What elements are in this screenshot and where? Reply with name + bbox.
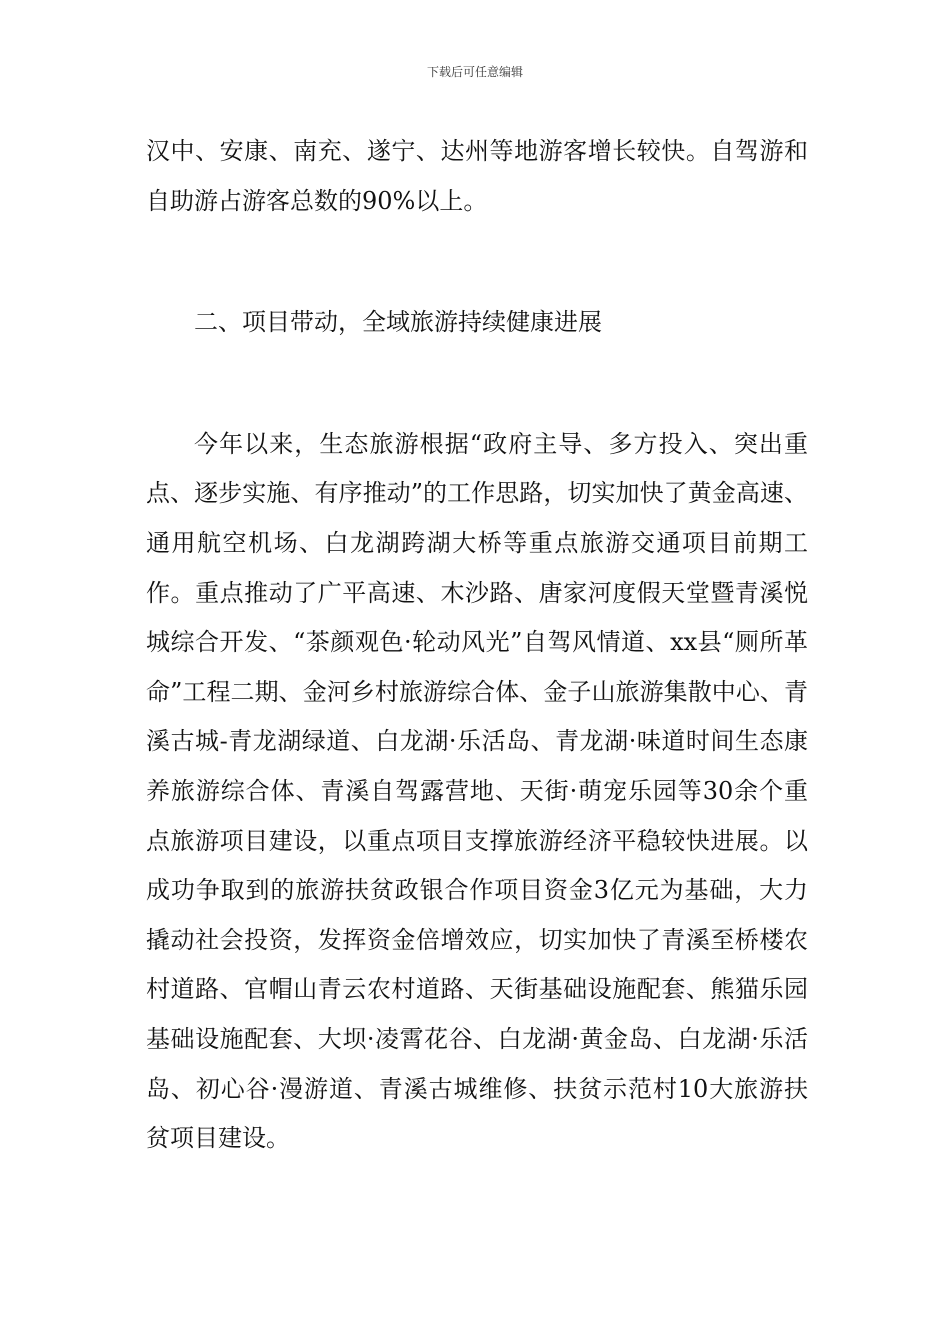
paragraph-gap (146, 348, 808, 420)
paragraph-gap (146, 226, 808, 298)
paragraph-continuation: 汉中、安康、南充、遂宁、达州等地游客增长较快。自驾游和自助游占游客总数的90%以上。 (146, 137, 808, 215)
page-header-note: 下载后可任意编辑 (426, 65, 523, 79)
paragraph-projects: 今年以来，生态旅游根据“政府主导、多方投入、突出重点、逐步实施、有序推动”的工作思路，切实加快了黄金高速、通用航空机场、白龙湖跨湖大桥等重点旅游交通项目前期工作。重点推动了广平高速、木沙路、唐家河度假天堂暨青溪悦城综合开发、“茶颜观色·轮动风光”自驾风情道、xx县“厕所革命”工程二期、金河乡村旅游综合体、金子山旅游集散中心、青溪古城-青龙湖绿道、白龙湖·乐活岛、青龙湖·味道时间生态康养旅游综合体、青溪自驾露营地、天街·萌宠乐园等30余个重点旅游项目建设，以重点项目支撑旅游经济平稳较快进展。以成功争取到的旅游扶贫政银合作项目资金3亿元为基础，大力撬动社会投资，发挥资金倍增效应，切实加快了青溪至桥楼农村道路、官帽山青云农村道路、天街基础设施配套、熊猫乐园基础设施配套、大坝·凌霄花谷、白龙湖·黄金岛、白龙湖·乐活岛、初心谷·漫游道、青溪古城维修、扶贫示范村10大旅游扶贫项目建设。 (146, 429, 808, 1153)
document-body (146, 127, 808, 1164)
section-heading: 二、项目带动，全域旅游持续健康进展 (194, 308, 602, 337)
